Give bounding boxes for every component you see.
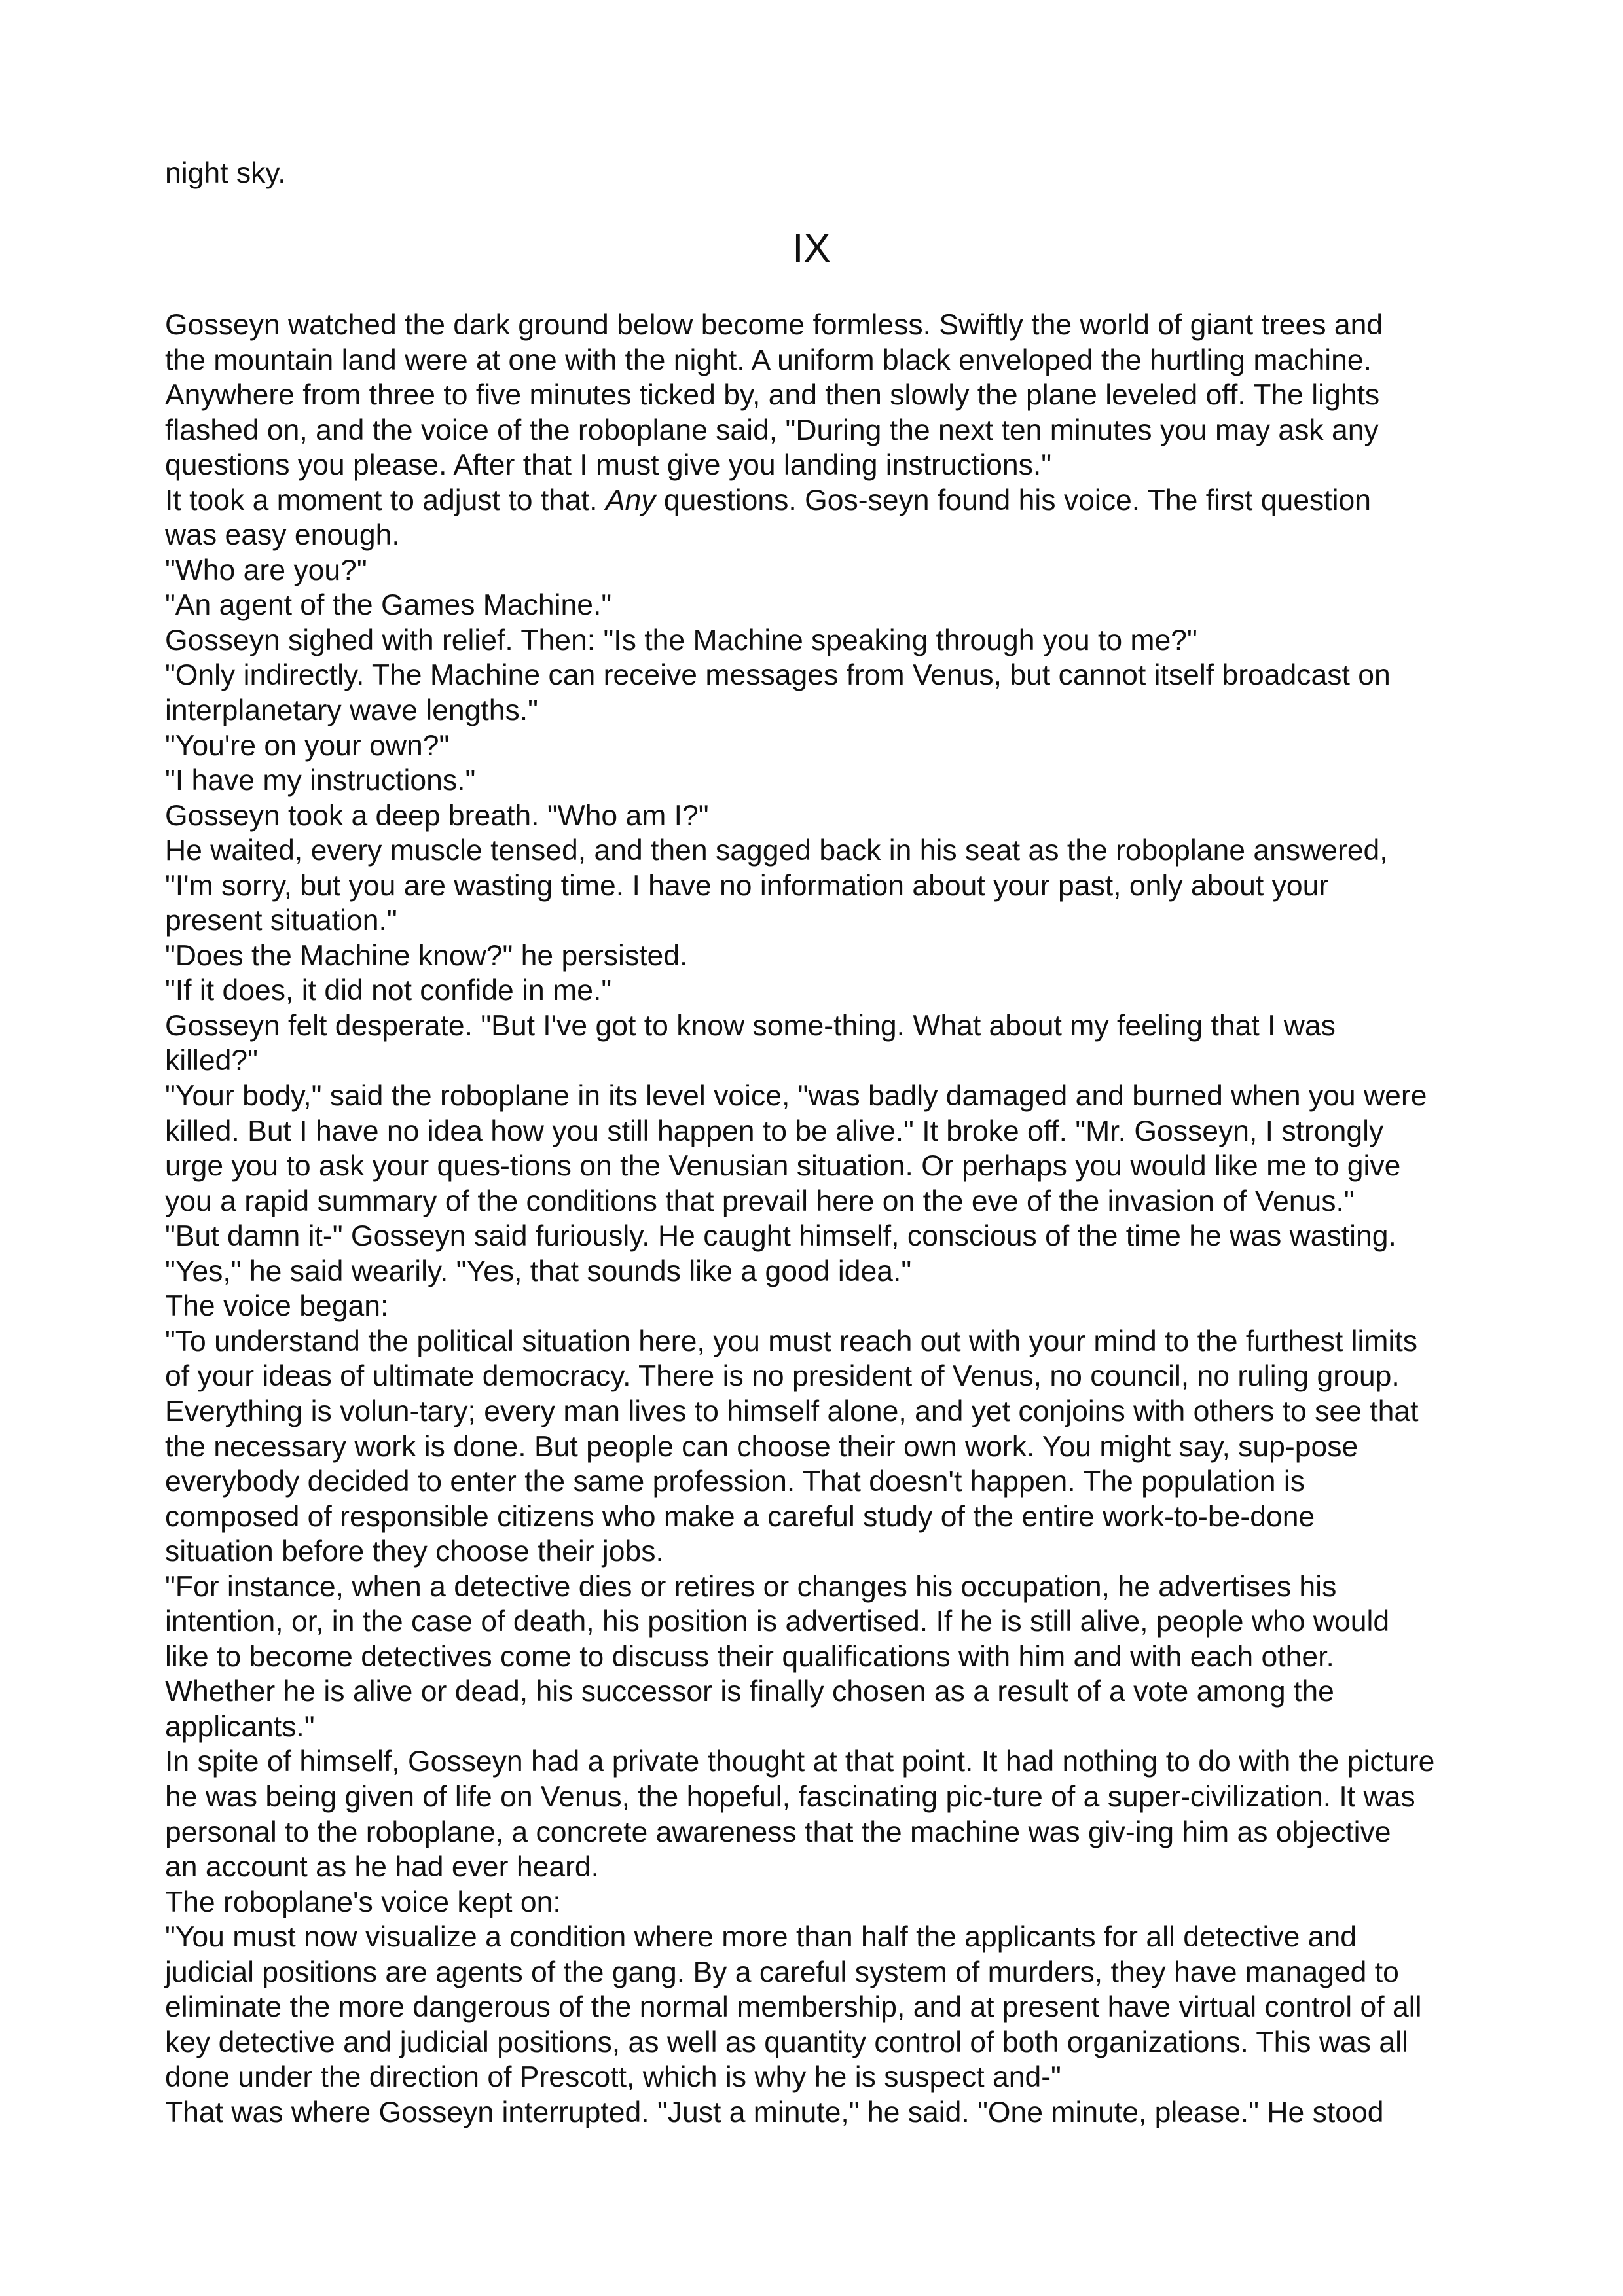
text-line: situation before they choose their jobs.	[165, 1535, 664, 1568]
text-line: personal to the roboplane, a concrete awareness that the machine was giv-ing him as objective	[165, 1816, 1391, 1848]
text-line: "An agent of the Games Machine."	[165, 589, 612, 622]
text-line: you a rapid summary of the conditions that prevail here on the eve of the invasion of Venus."	[165, 1185, 1355, 1217]
text-line: Gosseyn took a deep breath. "Who am I?"	[165, 799, 709, 832]
text-line: Gosseyn watched the dark ground below become formless. Swiftly the world of giant trees and	[165, 309, 1383, 341]
text-line: Gosseyn sighed with relief. Then: "Is the Machine speaking through you to me?"	[165, 624, 1197, 656]
text-line: the necessary work is done. But people can choose their own work. You might say, sup-pose	[165, 1430, 1359, 1463]
text-line: present situation."	[165, 905, 397, 937]
text-line: like to become detectives come to discuss their qualifications with him and with each other.	[165, 1640, 1334, 1673]
chapter-body	[165, 308, 1487, 2130]
text-line: "Your body," said the roboplane in its level voice, "was badly damaged and burned when you were	[165, 1080, 1427, 1113]
text-line: Gosseyn felt desperate. "But I've got to know some-thing. What about my feeling that I was	[165, 1009, 1336, 1042]
carryover-line: night sky.	[165, 157, 286, 189]
text-line: intention, or, in the case of death, his position is advertised. If he is still alive, people who would	[165, 1605, 1390, 1638]
text-line: an account as he had ever heard.	[165, 1851, 600, 1884]
text-line: Whether he is alive or dead, his successor is finally chosen as a result of a vote among the	[165, 1676, 1334, 1708]
text-line: eliminate the more dangerous of the normal membership, and at present have virtual control of all	[165, 1991, 1422, 2024]
text-line: applicants."	[165, 1710, 315, 1743]
text-line: key detective and judicial positions, as well as quantity control of both organizations. This was all	[165, 2026, 1408, 2058]
text-line: "For instance, when a detective dies or retires or changes his occupation, he advertises his	[165, 1570, 1337, 1603]
emphasized-word: Any	[605, 484, 656, 516]
text-line: the mountain land were at one with the night. A uniform black enveloped the hurtling machine.	[165, 344, 1372, 376]
text-line: judicial positions are agents of the gang. By a careful system of murders, they have managed to	[165, 1956, 1399, 1988]
text-line: The voice began:	[165, 1290, 389, 1323]
text-line: "Does the Machine know?" he persisted.	[165, 939, 688, 972]
text-line: Anywhere from three to five minutes ticked by, and then slowly the plane leveled off. The lights	[165, 379, 1380, 412]
text-line: "If it does, it did not confide in me."	[165, 975, 612, 1007]
text-line: interplanetary wave lengths."	[165, 694, 538, 727]
text-line: flashed on, and the voice of the roboplane said, "During the next ten minutes you may ask any	[165, 414, 1379, 446]
text-line: done under the direction of Prescott, which is why he is suspect and-"	[165, 2061, 1061, 2094]
text-line: "But damn it-" Gosseyn said furiously. He caught himself, conscious of the time he was wasting.	[165, 1220, 1396, 1253]
text-line: "I have my instructions."	[165, 764, 476, 797]
text-line: He waited, every muscle tensed, and then sagged back in his seat as the roboplane answered,	[165, 834, 1388, 867]
text-line: "Yes," he said wearily. "Yes, that sounds like a good idea."	[165, 1255, 912, 1287]
text-line: "You must now visualize a condition where more than half the applicants for all detective and	[165, 1921, 1357, 1954]
text-line: "I'm sorry, but you are wasting time. I have no information about your past, only about your	[165, 869, 1329, 902]
text-line: Everything is volun-tary; every man lives to himself alone, and yet conjoins with others to see that	[165, 1395, 1419, 1427]
text-line: everybody decided to enter the same profession. That doesn't happen. The population is	[165, 1465, 1305, 1498]
text-line: urge you to ask your ques-tions on the Venusian situation. Or perhaps you would like me to give	[165, 1150, 1401, 1183]
text-segment: It took a moment to adjust to that.	[165, 484, 606, 516]
text-line: "Only indirectly. The Machine can receive messages from Venus, but cannot itself broadcast on	[165, 659, 1391, 692]
text-line: That was where Gosseyn interrupted. "Just a minute," he said. "One minute, please." He stood	[165, 2096, 1384, 2128]
chapter-heading: IX	[792, 226, 831, 271]
text-line: of your ideas of ultimate democracy. There is no president of Venus, no council, no ruling group.	[165, 1360, 1400, 1393]
text-line: In spite of himself, Gosseyn had a private thought at that point. It had nothing to do with the picture	[165, 1746, 1435, 1778]
text-line: "To understand the political situation here, you must reach out with your mind to the furthest limits	[165, 1325, 1417, 1357]
text-line: was easy enough.	[165, 519, 400, 552]
text-line: killed. But I have no idea how you still happen to be alive." It broke off. "Mr. Gosseyn, I strongly	[165, 1115, 1384, 1147]
text-line: composed of responsible citizens who make a careful study of the entire work-to-be-done	[165, 1500, 1315, 1533]
text-line: killed?"	[165, 1045, 258, 1077]
text-line: "Who are you?"	[165, 554, 367, 586]
text-line: The roboplane's voice kept on:	[165, 1886, 561, 1918]
text-line: he was being given of life on Venus, the hopeful, fascinating pic-ture of a super-civilization. It was	[165, 1780, 1415, 1813]
text-segment: questions. Gos-seyn found his voice. The first question	[655, 484, 1371, 516]
text-line: questions you please. After that I must give you landing instructions."	[165, 449, 1052, 482]
text-line-with-emphasis	[165, 483, 1487, 518]
text-line: "You're on your own?"	[165, 729, 450, 762]
